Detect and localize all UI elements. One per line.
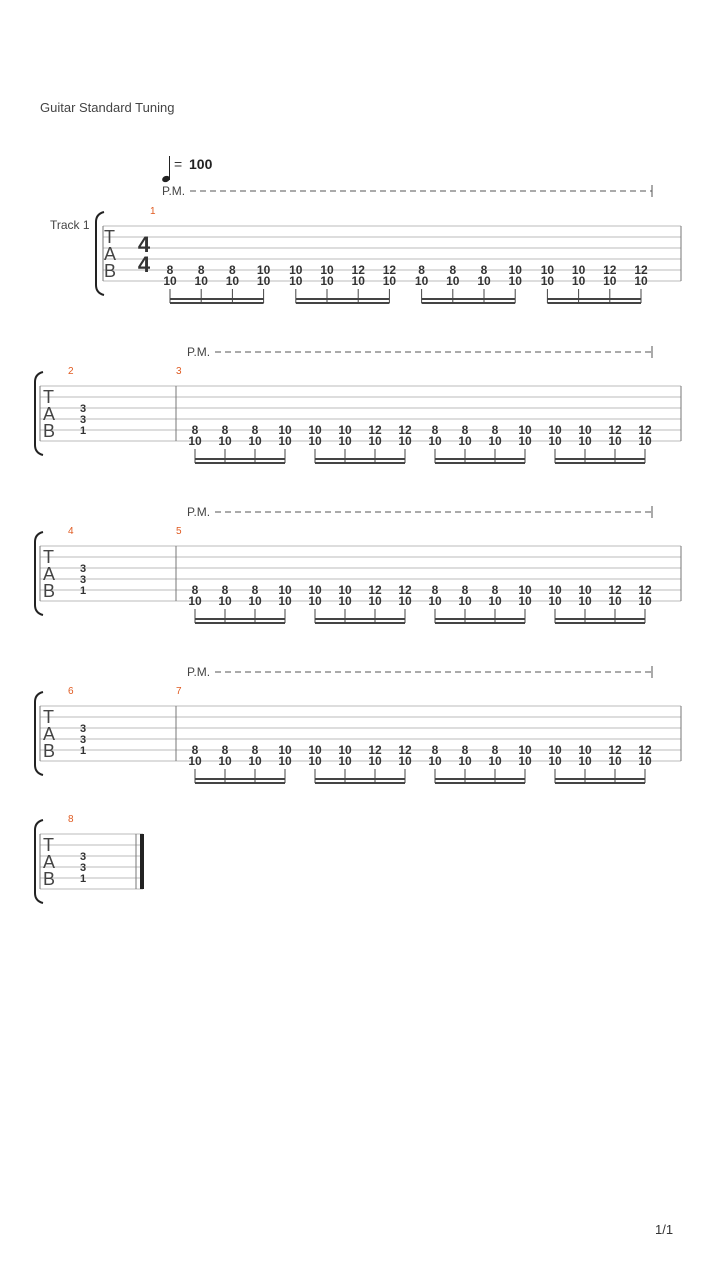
- fret-number: 8: [251, 423, 259, 437]
- fret-number: 10: [278, 423, 292, 437]
- fret-number: 10: [488, 754, 502, 768]
- fret-number: 8: [491, 423, 499, 437]
- chord-fret-number: 3: [79, 574, 87, 586]
- tab-clef-t: T: [43, 835, 54, 855]
- fret-number: 10: [571, 274, 586, 288]
- chord-fret-number: 3: [79, 851, 87, 863]
- fret-number: 8: [251, 743, 259, 757]
- fret-number: 10: [518, 583, 532, 597]
- fret-number: 10: [308, 423, 322, 437]
- fret-number: 8: [431, 583, 439, 597]
- tab-clef-b: B: [43, 581, 56, 601]
- fret-number: 10: [548, 743, 562, 757]
- tab-clef-a: A: [43, 852, 56, 872]
- fret-number: 10: [518, 743, 532, 757]
- fret-number: 10: [320, 274, 334, 288]
- chord-fret-number: 3: [79, 403, 87, 415]
- track-name: Track 1: [50, 218, 90, 232]
- fret-number: 12: [398, 743, 412, 757]
- fret-number: 10: [477, 274, 491, 288]
- fret-number: 10: [548, 434, 562, 448]
- fret-number: 10: [518, 594, 532, 608]
- fret-number: 10: [398, 594, 412, 608]
- fret-number: 10: [638, 434, 652, 448]
- fret-number: 10: [188, 594, 202, 608]
- fret-number: 10: [518, 434, 532, 448]
- fret-number: 10: [608, 754, 622, 768]
- fret-number: 10: [338, 434, 352, 448]
- fret-number: 12: [368, 423, 382, 437]
- fret-number: 8: [491, 583, 499, 597]
- tab-clef-t: T: [104, 227, 115, 247]
- fret-number: 12: [398, 583, 412, 597]
- fret-number: 10: [338, 754, 352, 768]
- fret-number: 12: [608, 743, 622, 757]
- fret-number: 8: [229, 263, 236, 277]
- fret-number: 10: [603, 274, 617, 288]
- fret-number: 10: [188, 434, 202, 448]
- time-signature-top: 4: [137, 232, 151, 257]
- measure-number: 1: [150, 206, 156, 217]
- tab-clef-b: B: [43, 869, 56, 889]
- tab-clef-a: A: [43, 404, 56, 424]
- fret-number: 10: [278, 594, 292, 608]
- palm-mute-label: P.M.: [162, 184, 186, 198]
- fret-number: 8: [197, 263, 205, 277]
- fret-number: 10: [278, 434, 292, 448]
- fret-number: 10: [428, 594, 442, 608]
- fret-number: 10: [256, 263, 271, 277]
- fret-number: 10: [218, 434, 232, 448]
- tab-clef-a: A: [43, 564, 56, 584]
- tuning-label: Guitar Standard Tuning: [40, 100, 175, 115]
- fret-number: 10: [278, 754, 292, 768]
- tab-clef-t: T: [43, 707, 54, 727]
- fret-number: 10: [414, 274, 429, 288]
- fret-number: 8: [191, 423, 199, 437]
- fret-number: 8: [166, 263, 174, 277]
- fret-number: 10: [338, 583, 352, 597]
- fret-number: 10: [548, 583, 562, 597]
- measure-number: 2: [68, 366, 74, 377]
- fret-number: 10: [508, 274, 522, 288]
- tab-clef-t: T: [43, 387, 54, 407]
- fret-number: 8: [251, 583, 259, 597]
- fret-number: 10: [278, 743, 292, 757]
- system-bracket-icon: [35, 532, 43, 615]
- fret-number: 10: [248, 434, 262, 448]
- fret-number: 10: [368, 594, 382, 608]
- measure-number: 4: [68, 526, 74, 537]
- fret-number: 10: [308, 583, 322, 597]
- fret-number: 10: [571, 263, 586, 277]
- fret-number: 10: [308, 594, 322, 608]
- palm-mute-label: P.M.: [187, 665, 211, 679]
- fret-number: 10: [308, 754, 322, 768]
- fret-number: 10: [368, 754, 382, 768]
- fret-number: 8: [461, 583, 469, 597]
- fret-number: 10: [308, 743, 322, 757]
- fret-number: 10: [488, 434, 502, 448]
- chord-fret-number: 3: [79, 563, 87, 575]
- measure-number: 5: [176, 526, 182, 537]
- fret-number: 10: [398, 434, 412, 448]
- fret-number: 8: [491, 743, 499, 757]
- fret-number: 10: [278, 583, 292, 597]
- fret-number: 10: [289, 274, 303, 288]
- fret-number: 10: [188, 754, 202, 768]
- fret-number: 10: [578, 423, 592, 437]
- fret-number: 10: [225, 274, 240, 288]
- fret-number: 10: [578, 594, 592, 608]
- fret-number: 10: [458, 754, 472, 768]
- fret-number: 10: [578, 583, 592, 597]
- fret-number: 8: [221, 583, 229, 597]
- fret-number: 10: [638, 754, 652, 768]
- fret-number: 10: [548, 423, 562, 437]
- system-bracket-icon: [35, 372, 43, 455]
- fret-number: 10: [382, 274, 397, 288]
- tab-clef-a: A: [104, 244, 117, 264]
- system-bracket-icon: [35, 820, 43, 903]
- fret-number: 10: [488, 594, 502, 608]
- fret-number: 10: [578, 434, 592, 448]
- measure-number: 8: [68, 814, 74, 825]
- measure-number: 7: [176, 686, 182, 697]
- fret-number: 10: [518, 423, 532, 437]
- fret-number: 10: [338, 423, 352, 437]
- fret-number: 12: [638, 743, 652, 757]
- tab-clef-b: B: [43, 421, 56, 441]
- fret-number: 10: [256, 274, 271, 288]
- chord-fret-number: 3: [79, 723, 87, 735]
- fret-number: 12: [382, 263, 397, 277]
- fret-number: 8: [449, 263, 457, 277]
- fret-number: 10: [608, 434, 622, 448]
- fret-number: 8: [461, 423, 469, 437]
- fret-number: 10: [548, 754, 562, 768]
- fret-number: 8: [431, 743, 439, 757]
- fret-number: 8: [191, 583, 199, 597]
- chord-fret-number: 1: [79, 873, 87, 885]
- fret-number: 8: [191, 743, 199, 757]
- measure-number: 3: [176, 366, 182, 377]
- fret-number: 10: [518, 754, 532, 768]
- fret-number: 8: [418, 263, 425, 277]
- fret-number: 10: [320, 263, 334, 277]
- fret-number: 10: [308, 434, 322, 448]
- fret-number: 10: [163, 274, 177, 288]
- measure-number: 6: [68, 686, 74, 697]
- chord-fret-number: 1: [79, 425, 87, 437]
- time-signature-bottom: 4: [137, 252, 151, 277]
- fret-number: 10: [458, 434, 472, 448]
- fret-number: 10: [351, 274, 365, 288]
- chord-fret-number: 1: [79, 585, 87, 597]
- fret-number: 10: [458, 594, 472, 608]
- palm-mute-label: P.M.: [187, 505, 211, 519]
- tab-clef-t: T: [43, 547, 54, 567]
- fret-number: 10: [634, 274, 648, 288]
- system-bracket-icon: [35, 692, 43, 775]
- fret-number: 12: [368, 583, 382, 597]
- fret-number: 12: [638, 583, 652, 597]
- palm-mute-label: P.M.: [187, 345, 211, 359]
- fret-number: 10: [338, 743, 352, 757]
- fret-number: 10: [398, 754, 412, 768]
- fret-number: 12: [603, 263, 617, 277]
- fret-number: 10: [548, 594, 562, 608]
- fret-number: 10: [368, 434, 382, 448]
- chord-fret-number: 3: [79, 862, 87, 874]
- fret-number: 10: [338, 594, 352, 608]
- fret-number: 8: [480, 263, 488, 277]
- fret-number: 10: [540, 263, 555, 277]
- fret-number: 10: [248, 754, 262, 768]
- final-barline-thick: [140, 834, 144, 889]
- fret-number: 8: [461, 743, 469, 757]
- fret-number: 10: [446, 274, 460, 288]
- fret-number: 10: [578, 754, 592, 768]
- fret-number: 12: [608, 583, 622, 597]
- fret-number: 10: [428, 434, 442, 448]
- fret-number: 8: [221, 423, 229, 437]
- fret-number: 10: [540, 274, 555, 288]
- fret-number: 12: [638, 423, 652, 437]
- fret-number: 12: [634, 263, 648, 277]
- chord-fret-number: 1: [79, 745, 87, 757]
- fret-number: 10: [289, 263, 303, 277]
- tab-clef-b: B: [43, 741, 56, 761]
- fret-number: 8: [431, 423, 439, 437]
- fret-number: 8: [221, 743, 229, 757]
- fret-number: 10: [194, 274, 208, 288]
- fret-number: 10: [218, 594, 232, 608]
- fret-number: 10: [608, 594, 622, 608]
- tab-clef-b: B: [104, 261, 117, 281]
- tempo-value: 100: [189, 156, 213, 172]
- fret-number: 10: [248, 594, 262, 608]
- fret-number: 12: [398, 423, 412, 437]
- fret-number: 12: [608, 423, 622, 437]
- fret-number: 10: [578, 743, 592, 757]
- fret-number: 10: [508, 263, 522, 277]
- chord-fret-number: 3: [79, 734, 87, 746]
- page-number: 1/1: [655, 1222, 674, 1237]
- tempo-equals: =: [174, 156, 183, 172]
- fret-number: 10: [218, 754, 232, 768]
- fret-number: 12: [351, 263, 365, 277]
- fret-number: 10: [638, 594, 652, 608]
- chord-fret-number: 3: [79, 414, 87, 426]
- tab-clef-a: A: [43, 724, 56, 744]
- fret-number: 10: [428, 754, 442, 768]
- fret-number: 12: [368, 743, 382, 757]
